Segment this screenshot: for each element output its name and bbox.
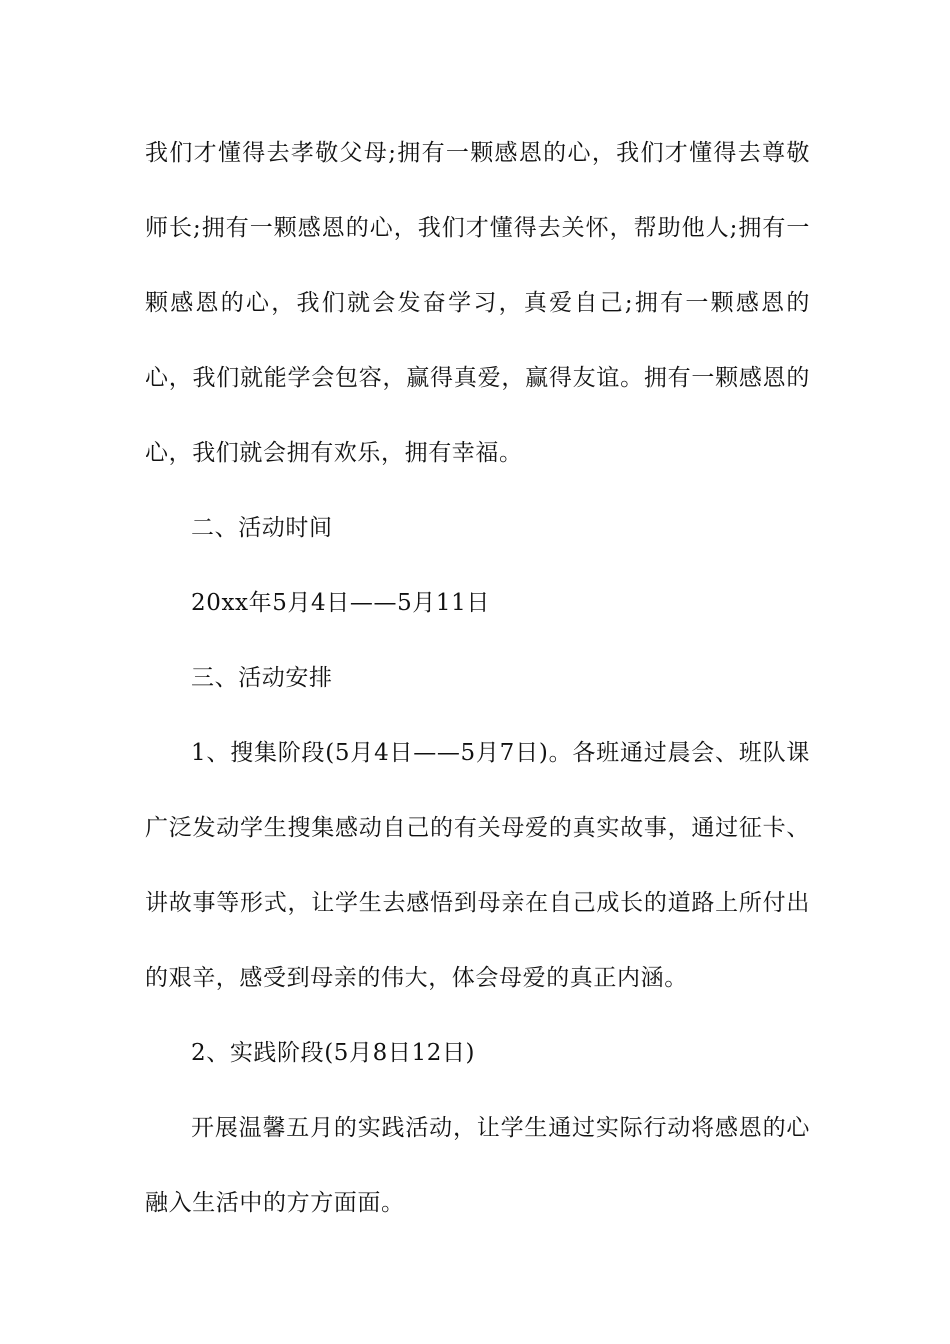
document-body	[145, 116, 810, 1241]
activity-date-range: 20xx年5月4日——5月11日	[191, 590, 490, 616]
heading-practice-stage: 2、实践阶段(5月8日12日)	[191, 1040, 476, 1066]
paragraph-practice-activity: 开展温馨五月的实践活动，让学生通过实际行动将感恩的心融入生活中的方方面面。	[145, 1115, 810, 1216]
paragraph-continuation: 我们才懂得去孝敬父母;拥有一颗感恩的心，我们才懂得去尊敬师长;拥有一颗感恩的心，我们才懂得去关怀，帮助他人;拥有一颗感恩的心，我们就会发奋学习，真爱自己;拥有一颗感恩的心，我们就能学会包容，赢得真爱，赢得友谊。拥有一颗感恩的心，我们就会拥有欢乐，拥有幸福。	[145, 140, 810, 466]
heading-activity-time: 二、活动时间	[191, 515, 333, 541]
heading-activity-arrangement: 三、活动安排	[191, 665, 333, 691]
paragraph-collection-stage: 1、搜集阶段(5月4日——5月7日)。各班通过晨会、班队课广泛发动学生搜集感动自己的有关母爱的真实故事，通过征卡、讲故事等形式，让学生去感悟到母亲在自己成长的道路上所付出的艰辛，感受到母亲的伟大，体会母爱的真正内涵。	[145, 740, 810, 991]
